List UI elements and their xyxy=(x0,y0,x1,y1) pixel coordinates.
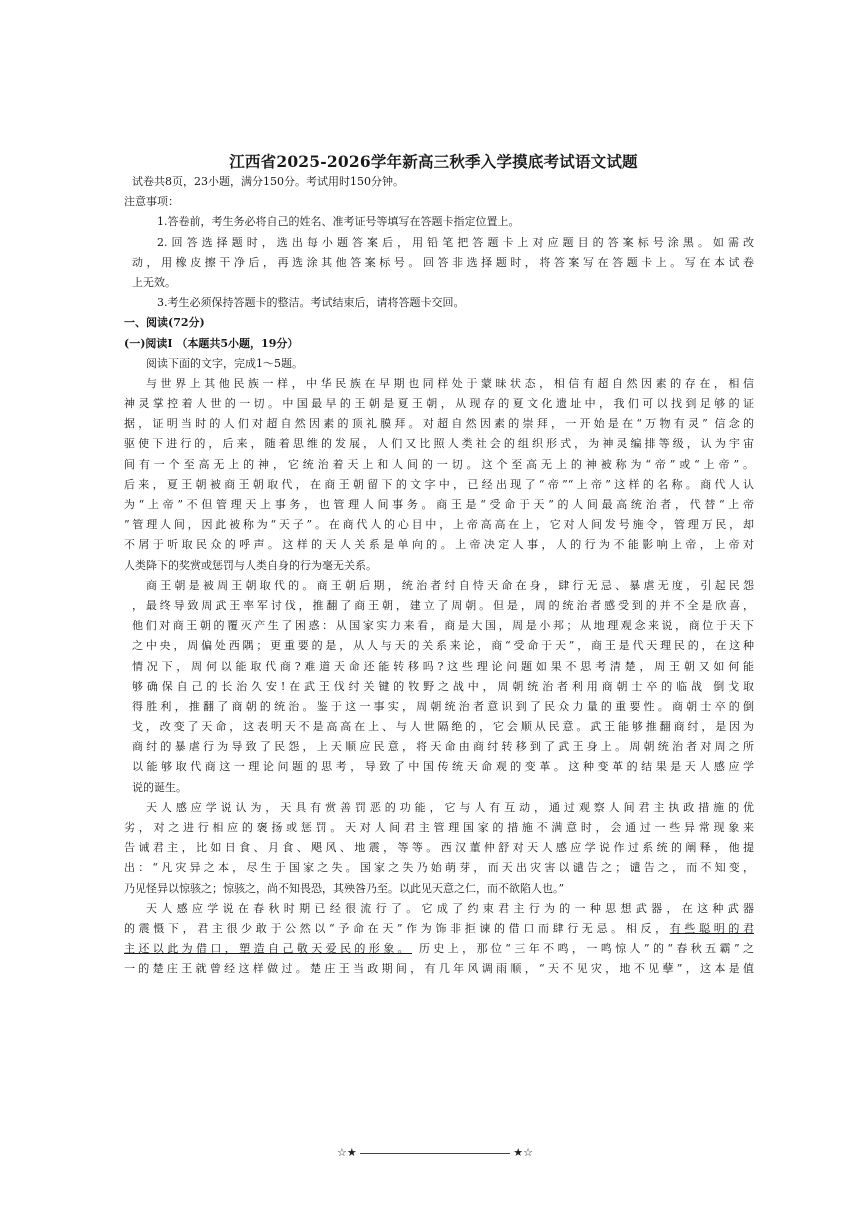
star-icon-left: ☆★ xyxy=(337,1146,357,1159)
article-line: 之中央，周偏处西隅；更重要的是，从人与天的关系来论，商“受命于天”，商王是代天理民的，在这种 xyxy=(132,639,754,653)
article-line xyxy=(124,919,754,939)
article-line: 天人感应学说在春秋时期已经很流行了。它成了约束君主行为的一种思想武器，在这种武器 xyxy=(146,901,754,915)
article-line: 情况下，周何以能取代商?难道天命还能转移吗?这些理论问题如果不思考清楚，周王朝又如何能 xyxy=(132,659,754,673)
article-line: 说的诞生。 xyxy=(132,780,187,794)
article-line xyxy=(124,939,754,959)
note-item-2-line-1: 2.回答选择题时，选出每小题答案后，用铅笔把答题卡上对应题目的答案标号涂黑。如需改 xyxy=(157,235,754,249)
article-line: 他们对商王朝的覆灭产生了困惑：从国家实力来看，商是大国，周是小邦；从地理观念来说，商位于天下 xyxy=(132,619,754,633)
article-line: 神灵掌控着人世的一切。中国最早的王朝是夏王朝，从现存的夏文化遗址中，我们可以找到足够的证 xyxy=(124,397,754,411)
exam-info: 试卷共8页，23小题，满分150分。考试用时150分钟。 xyxy=(132,175,404,188)
article-line: 得胜利，推翻了商朝的统治。鉴于这一事实，周朝统治者意识到了民众力量的重要性。商朝士卒的倒 xyxy=(132,699,754,713)
article-line: 驱使下进行的，后来，随着思维的发展，人们又比照人类社会的组织形式，为神灵编排等级，认为宇宙 xyxy=(124,437,754,451)
article-line: 据，证明当时的人们对超自然因素的顶礼膜拜。对超自然因素的崇拜，一开始是在“万物有灵” 信念的 xyxy=(124,417,754,431)
article-line: 不屑于听取民众的呼声。这样的天人关系是单向的。上帝决定人事，人的行为不能影响上帝，上帝对 xyxy=(124,538,754,552)
article-text: 历史上，那位“三年不鸣，一鸣惊人”的“春秋五霸”之 xyxy=(412,942,754,956)
footer-rule xyxy=(360,1153,511,1154)
page-title: 江西省2025-2026学年新高三秋季入学摸底考试语文试题 xyxy=(229,152,638,171)
underlined-sentence-part-2: 主还以此为借口，塑造自己敬天爱民的形象。 xyxy=(124,942,412,956)
article-line: 乃见怪异以惊骇之；惊骇之，尚不知畏恐，其殃咎乃至。以此见天意之仁，而不欲陷人也。” xyxy=(124,881,565,895)
article-line: 出：“凡灾异之本，尽生于国家之失。国家之失乃始萌芽，而天出灾害以谴告之；谴告之，而不知变， xyxy=(124,861,754,875)
note-item-2-line-2: 动，用橡皮擦干净后，再选涂其他答案标号。回答非选择题时，将答案写在答题卡上。写在本试卷 xyxy=(132,255,754,269)
note-item-2-line-3: 上无效。 xyxy=(132,275,176,289)
subsection-heading-reading-1: (一)阅读Ⅰ （本题共5小题，19分） xyxy=(124,336,299,350)
article-line: 以能够取代商这一理论问题的思考，导致了中国传统天命观的变革。这种变革的结果是天人感应学 xyxy=(132,760,754,774)
article-line: 告诫君主，比如日食、月食、飓风、地震，等等。西汉董仲舒对天人感应学说作过系统的阐释，他提 xyxy=(124,841,754,855)
reading-instruction: 阅读下面的文字，完成1～5题。 xyxy=(146,356,303,370)
article-line: 与世界上其他民族一样，中华民族在早期也同样处于蒙昧状态，相信有超自然因素的存在，相信 xyxy=(146,376,754,390)
note-item-3: 3.考生必须保持答题卡的整洁。考试结束后，请将答题卡交回。 xyxy=(157,296,465,310)
notes-heading: 注意事项： xyxy=(124,195,179,209)
article-line: 一的楚庄王就曾经这样做过。楚庄王当政期间，有几年风调雨顺，“天不见灾，地不见孽”，这本是值 xyxy=(124,962,754,976)
article-line: 够确保自己的长治久安!在武王伐纣关键的牧野之战中，周朝统治者利用商朝士卒的临战 倒戈取 xyxy=(132,679,754,693)
star-icon-right: ★☆ xyxy=(513,1146,533,1159)
article-line: 戈，改变了天命，这表明天不是高高在上、与人世隔绝的，它会顺从民意。武王能够推翻商纣，是因为 xyxy=(132,720,754,734)
article-line: 天人感应学说认为，天具有赏善罚恶的功能，它与人有互动，通过观察人间君主执政措施的优 xyxy=(146,800,754,814)
article-line: 商纣的暴虐行为导致了民怨，上天顺应民意，将天命由商纣转移到了武王身上。周朝统治者对周之所 xyxy=(132,740,754,754)
article-line: 劣，对之进行相应的褒扬或惩罚。天对人间君主管理国家的措施不满意时，会通过一些异常现象来 xyxy=(124,821,754,834)
exam-content xyxy=(124,172,754,980)
article-line: 间有一个至高无上的神，它统治着天上和人间的一切。这个至高无上的神被称为“帝”或“上帝”。 xyxy=(124,457,754,471)
section-heading-reading: 一、阅读(72分) xyxy=(124,316,205,330)
note-item-1: 1.答卷前，考生务必将自己的姓名、准考证号等填写在答题卡指定位置上。 xyxy=(157,215,520,229)
article-line: ，最终导致周武王率军讨伐，推翻了商王朝，建立了周朝。但是，周的统治者感受到的并不全是欣喜， xyxy=(132,598,754,612)
underlined-sentence-part-1: 有些聪明的君 xyxy=(669,921,754,935)
article-line: 为“上帝”不但管理天上事务，也管理人间事务。商王是“受命于天”的人间最高统治者，代替“上帝 xyxy=(124,498,754,511)
article-line: ”管理人间，因此被称为“天子”。在商代人的心目中，上帝高高在上，它对人间发号施令，管理万民，却 xyxy=(124,518,754,532)
page-footer xyxy=(337,1146,533,1160)
article-text: 的震慑下，君主很少敢于公然以“予命在天”作为饰非拒谏的借口而肆行无忌。相反， xyxy=(124,921,670,935)
article-line: 人类降下的奖赏或惩罚与人类自身的行为毫无关系。 xyxy=(124,558,377,572)
article-line: 商王朝是被周王朝取代的。商王朝后期，统治者纣自恃天命在身，肆行无忌、暴虐无度，引起民怨 xyxy=(146,578,754,592)
article-line: 后来，夏王朝被商王朝取代，在商王朝留下的文字中，已经出现了“帝”“上帝”这样的名称。商代人认 xyxy=(124,477,754,491)
